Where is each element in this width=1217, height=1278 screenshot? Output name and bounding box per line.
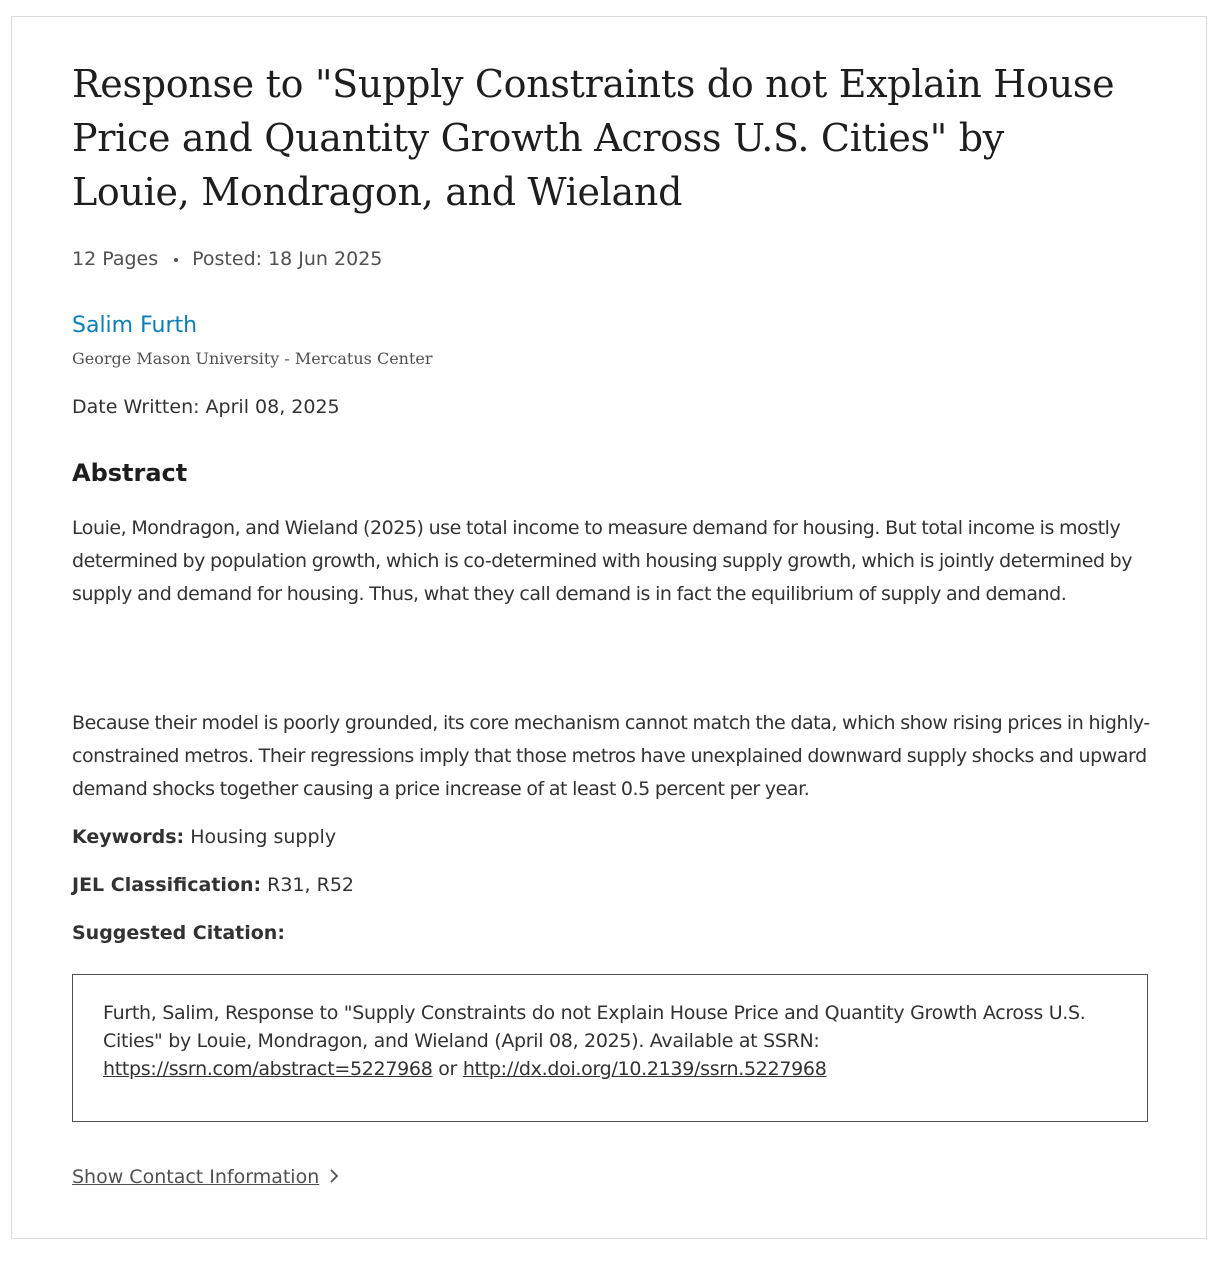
abstract-paragraph-1: Louie, Mondragon, and Wieland (2025) use total income to measure demand for housing. But total income is mostly determined by population growth, which is co-determined with housing supply growth, which is jointly determined by supply and demand for housing. Thus, what they call demand is in fact the equilibrium of supply and demand.: [72, 517, 1133, 605]
paper-meta: [72, 245, 382, 273]
doi-link[interactable]: http://dx.doi.org/10.2139/ssrn.5227968: [462, 1058, 827, 1080]
jel-value: R31, R52: [267, 874, 355, 896]
show-contact-label: Show Contact Information: [72, 1166, 320, 1188]
show-contact-information-link[interactable]: [72, 1163, 339, 1191]
keywords-row: [72, 823, 336, 851]
page-count: 12 Pages: [72, 248, 159, 270]
suggested-citation-row: [72, 919, 285, 947]
chevron-right-icon: [329, 1168, 339, 1184]
citation-box: [72, 974, 1148, 1122]
citation-body: Furth, Salim, Response to "Supply Constraints do not Explain House Price and Quantity Growth Across U.S. Cities" by Louie, Mondragon, and Wieland (April 08, 2025). Available at SSRN:: [103, 1002, 1086, 1052]
author-affiliation: George Mason University - Mercatus Center: [72, 349, 433, 368]
paper-title: Response to "Supply Constraints do not Explain House Price and Quantity Growth Across U.S. Cities" by Louie, Mondragon, and Wieland: [72, 62, 1115, 214]
abstract-paragraph-2: Because their model is poorly grounded, its core mechanism cannot match the data, which show rising prices in highly-constrained metros. Their regressions imply that those metros have unexplained downward supply shocks and upward demand shocks together causing a price increase of at least 0.5 percent per year.: [72, 712, 1150, 800]
suggested-citation-label: Suggested Citation:: [72, 922, 285, 944]
jel-row: [72, 871, 354, 899]
paper-card: [11, 16, 1207, 1239]
keywords-label: Keywords:: [72, 826, 185, 848]
ssrn-link[interactable]: https://ssrn.com/abstract=5227968: [103, 1058, 433, 1080]
date-written: Date Written: April 08, 2025: [72, 396, 340, 418]
citation-separator: or: [432, 1058, 463, 1080]
author-link[interactable]: Salim Furth: [72, 313, 198, 338]
citation-text: [103, 999, 1117, 1083]
separator-dot: [174, 258, 178, 262]
keywords-value: Housing supply: [190, 826, 337, 848]
abstract-heading: Abstract: [72, 459, 188, 487]
posted-date: Posted: 18 Jun 2025: [192, 248, 383, 270]
jel-label: JEL Classification:: [72, 874, 262, 896]
